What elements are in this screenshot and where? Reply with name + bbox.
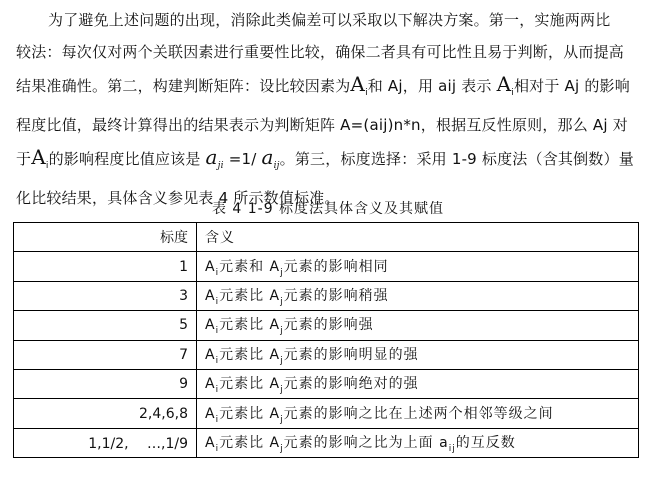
cell-level: 1,1/2, …,1/9 (14, 428, 197, 457)
cell-meaning: $A_i$元素比 $A_j$元素的影响明显的强 (197, 340, 639, 369)
cell-level: 2,4,6,8 (14, 399, 197, 428)
paragraph-line-5: 于$A_i$的影响程度比值应该是 $a_{ji} =1/$ $a_{ij}$。第三，标度选择：采用 1-9 标度法（含其倒数）量 (16, 145, 634, 171)
table-header-row (14, 223, 639, 252)
paragraph-line-6: 化比较结果，具体含义参见表 4 所示数值标准。 (16, 189, 340, 207)
cell-meaning: $A_i$元素比 $A_j$元素的影响之比为上面 $a_{ij}$的互反数 (197, 428, 639, 457)
header-meaning: 含义 (197, 223, 639, 252)
paragraph-line-4: 程度比值，最终计算得出的结果表示为判断矩阵 A=(aij)n*n，根据互反性原则，那么 Aj 对 (16, 116, 628, 134)
cell-meaning: $A_i$元素比 $A_j$元素的影响之比在上述两个相邻等级之间 (197, 399, 639, 428)
cell-level: 1 (14, 252, 197, 281)
cell-level: 3 (14, 281, 197, 310)
header-level: 标度 (14, 223, 197, 252)
cell-meaning: $A_i$元素比 $A_j$元素的影响绝对的强 (197, 369, 639, 398)
cell-level: 9 (14, 369, 197, 398)
paragraph-line-1: 为了避免上述问题的出现，消除此类偏差可以采取以下解决方案。第一，实施两两比 (48, 11, 611, 29)
table-row (14, 340, 639, 369)
paragraph-line-3: 结果准确性。第二，构建判断矩阵：设比较因素为$A_i$和 Aj，用 aij 表示 $A_i$相对于 Aj 的影响 (16, 72, 630, 98)
table-row (14, 311, 639, 340)
table-row (14, 428, 639, 457)
cell-meaning: $A_i$元素比 $A_j$元素的影响稍强 (197, 281, 639, 310)
table-row (14, 399, 639, 428)
cell-meaning: $A_i$元素比 $A_j$元素的影响强 (197, 311, 639, 340)
body-paragraph (16, 4, 642, 214)
table-row (14, 281, 639, 310)
table-row (14, 369, 639, 398)
formula-a-ij: a (261, 145, 274, 169)
cell-meaning: $A_i$元素和 $A_j$元素的影响相同 (197, 252, 639, 281)
scale-table (13, 222, 639, 458)
table-row (14, 252, 639, 281)
cell-level: 5 (14, 311, 197, 340)
table-caption: 表 4 1-9 标度法具体含义及其赋值 (211, 201, 445, 217)
cell-level: 7 (14, 340, 197, 369)
paragraph-line-2: 较法：每次仅对两个关联因素进行重要性比较，确保二者具有可比性且易于判断，从而提高 (16, 43, 625, 61)
formula-a-ji: a (205, 145, 218, 169)
